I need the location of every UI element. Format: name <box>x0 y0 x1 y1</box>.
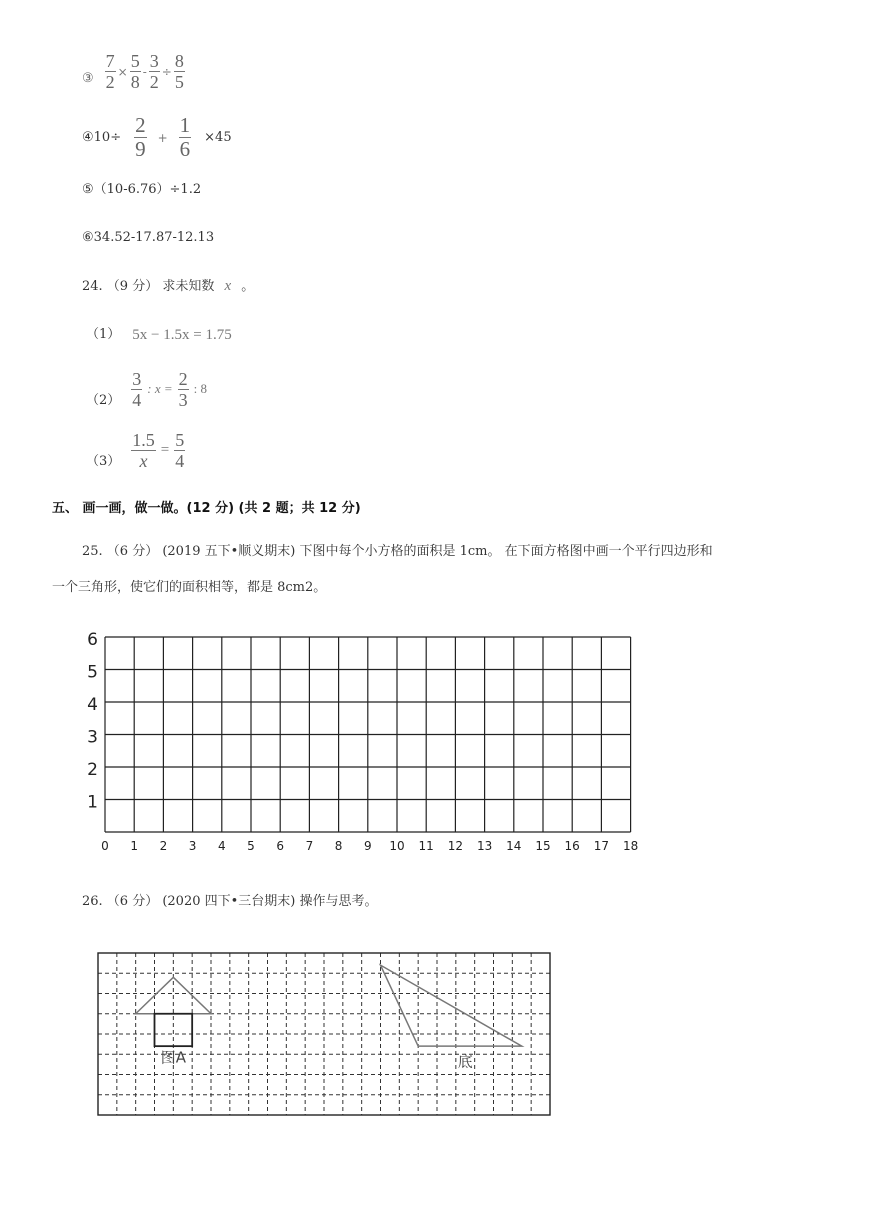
fraction: $\frac{5}{4}$ <box>175 429 185 471</box>
fraction: $\frac{1}{6}$ <box>179 113 191 161</box>
problem-6: ⑥34.52-17.87-12.13 <box>82 230 215 245</box>
x-axis-label: 8 <box>334 839 343 853</box>
x-axis-label: 10 <box>389 839 405 853</box>
y-axis-label: 6 <box>87 630 98 650</box>
fraction: $\frac{5}{8}$ <box>130 51 140 92</box>
x-axis-label: 12 <box>447 839 464 853</box>
base-label: 底 <box>457 1052 473 1071</box>
question-25-line-1: 25. （6 分） (2019 五下•顺义期末) 下图中每个小方格的面积是 1cm。 在下面方格图中画一个平行四边形和 <box>82 544 713 559</box>
fraction: $\frac{3}{2}$ <box>149 51 159 92</box>
question-24-item-3: （3） $\frac{1.5}{x}$ = $\frac{5}{4}$ <box>86 429 185 471</box>
section-5-title: 五、 画一画，做一做。(12 分) (共 2 题；共 12 分) <box>52 501 361 516</box>
question-24-item-1: （1） 5x − 1.5x = 1.75 <box>86 326 232 343</box>
fraction: $\frac{2}{3}$ <box>178 368 188 410</box>
question-26-text: 26. （6 分） (2020 四下•三台期末) 操作与思考。 <box>82 894 378 909</box>
problem-3: ③ $\frac{7}{2}$ × $\frac{5}{8}$ - $\frac{3}{2}$ ÷ $\frac{8}{5}$ <box>82 51 184 92</box>
x-axis-label: 15 <box>535 839 551 853</box>
fraction: $\frac{3}{4}$ <box>132 368 142 410</box>
x-axis-label: 13 <box>476 839 493 853</box>
x-axis-label: 14 <box>506 839 522 853</box>
grid-25[interactable] <box>80 628 660 860</box>
question-24-header: 24. （9 分） 求未知数 x 。 <box>82 278 255 294</box>
x-axis-label: 7 <box>305 839 314 853</box>
problem-5: ⑤（10-6.76）÷1.2 <box>82 182 202 197</box>
y-axis-label: 4 <box>87 695 98 715</box>
x-axis-label: 6 <box>276 839 285 853</box>
x-axis-label: 18 <box>622 839 639 853</box>
y-axis-label: 1 <box>87 792 98 813</box>
problem-4: ④10÷ $\frac{2}{9}$ + $\frac{1}{6}$ ×45 <box>82 113 232 161</box>
y-axis-label: 3 <box>87 727 98 748</box>
x-axis-label: 11 <box>418 839 434 853</box>
fraction: $\frac{2}{9}$ <box>135 113 146 161</box>
y-axis-label: 2 <box>87 760 98 780</box>
question-24-item-2: （2） $\frac{3}{4}$ : x = $\frac{2}{3}$ : 8 <box>86 368 208 410</box>
y-axis-label: 5 <box>87 662 98 683</box>
question-25-line-2: 一个三角形，使它们的面积相等，都是 8cm2。 <box>52 580 327 595</box>
x-axis-label: 9 <box>363 839 372 853</box>
x-axis-label: 5 <box>247 839 255 853</box>
fraction: $\frac{7}{2}$ <box>105 51 115 92</box>
fraction: $\frac{8}{5}$ <box>174 51 184 92</box>
x-axis-label: 4 <box>217 839 226 853</box>
x-axis-label: 3 <box>188 839 197 853</box>
figure-a-label: 图A <box>160 1048 186 1067</box>
fraction: $\frac{1.5}{x}$ <box>132 429 155 471</box>
grid-26[interactable] <box>95 950 555 1120</box>
x-axis-label: 0 <box>101 839 109 853</box>
x-axis-label: 1 <box>130 839 139 853</box>
x-axis-label: 2 <box>159 839 168 853</box>
x-axis-label: 17 <box>593 839 610 853</box>
x-axis-label: 16 <box>564 839 580 853</box>
